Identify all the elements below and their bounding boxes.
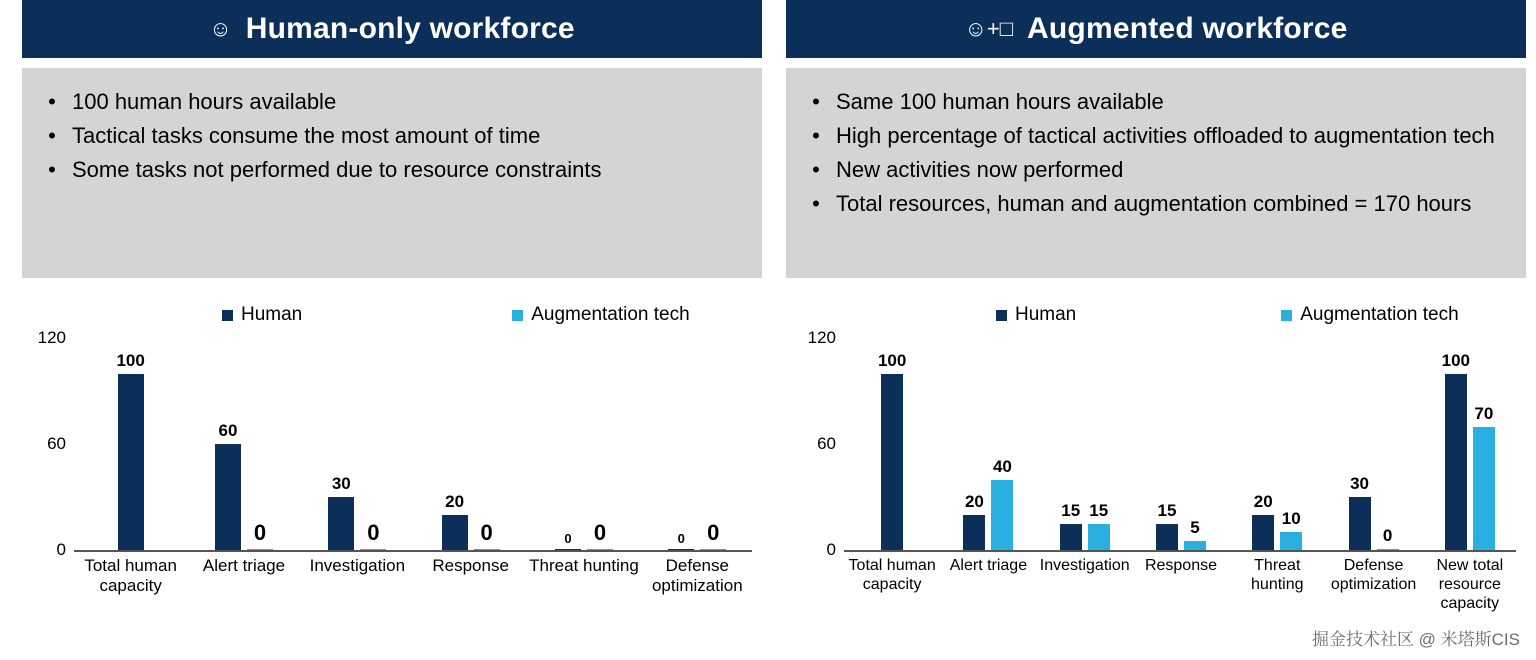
legend-swatch-icon — [996, 310, 1007, 321]
y-tick-label: 120 — [37, 328, 66, 347]
legend-label: Augmentation tech — [1300, 304, 1459, 325]
bar-value-label: 40 — [992, 457, 1012, 476]
list-item — [812, 154, 1516, 186]
bar-group-alert-triage — [187, 338, 300, 550]
bar-human — [328, 474, 354, 550]
chart-augmented — [786, 294, 1526, 624]
list-item — [48, 86, 752, 118]
bar-value-label: 15 — [1157, 501, 1177, 520]
legend-swatch-icon — [222, 310, 233, 321]
y-tick-label: 60 — [47, 434, 66, 453]
legend-swatch-icon — [512, 310, 523, 321]
bar-value-label: 0 — [677, 531, 685, 546]
bar-value-label: 10 — [1281, 509, 1301, 528]
category-label: Total human capacity — [848, 557, 936, 594]
bar-value-label: 30 — [1350, 474, 1370, 493]
bar-value-label: 70 — [1474, 404, 1494, 423]
chart-human-only — [22, 294, 762, 624]
bullet-list-human-only — [22, 68, 762, 278]
bar-value-label: 0 — [1382, 526, 1393, 545]
bar-value-label: 0 — [253, 520, 267, 545]
category-label: Alert triage — [949, 557, 1028, 574]
bar-value-label: 100 — [1441, 351, 1471, 370]
legend-item-augmentation — [1281, 304, 1458, 326]
legend-label: Human — [241, 304, 303, 325]
legend-label: Augmentation tech — [531, 304, 690, 325]
panel-title: Human-only workforce — [245, 12, 575, 45]
y-axis-augmented — [786, 328, 844, 559]
list-item — [812, 188, 1516, 220]
plot-area-augmented — [844, 338, 1518, 550]
bar-group-new-total-resource-capacity — [1422, 338, 1518, 550]
bar-augmentation — [1184, 518, 1206, 550]
bar-value-label: 20 — [1253, 492, 1273, 511]
bullet-dot: • — [48, 122, 56, 148]
bar-human — [215, 421, 241, 550]
y-tick-label: 60 — [817, 434, 836, 453]
bullet-text: Tactical tasks consume the most amount of time — [72, 122, 541, 148]
bar-value-label: 100 — [877, 351, 907, 370]
bar-value-label: 0 — [593, 520, 607, 545]
list-item — [48, 154, 752, 186]
person-icon: ☺ — [209, 16, 232, 41]
category-label: Investigation — [309, 556, 406, 575]
bar-human — [1156, 501, 1178, 550]
list-item — [812, 120, 1516, 152]
legend-item-human — [996, 304, 1076, 326]
bullet-dot: • — [48, 89, 56, 114]
bar-value-label: 0 — [564, 531, 572, 546]
bar-group-total-human-capacity — [74, 338, 187, 550]
bar-value-label: 20 — [445, 492, 465, 511]
bar-value-label: 0 — [480, 520, 493, 545]
person-plus-robot-icon: ☺+□ — [964, 16, 1014, 41]
bar-group-total-human-capacity — [844, 338, 940, 550]
bar-human — [963, 492, 985, 550]
x-axis-line — [74, 550, 752, 552]
category-label: Alert triage — [202, 556, 286, 575]
bullet-text: Total resources, human and augmentation combined = 170 hours — [836, 190, 1472, 216]
bar-human — [1060, 501, 1082, 550]
bar-group-defense-optimization — [641, 338, 754, 550]
legend-item-augmentation — [512, 304, 689, 326]
category-label: Response — [432, 556, 509, 575]
bar-human — [116, 351, 145, 550]
panel-augmented — [786, 0, 1526, 660]
bar-value-label: 20 — [964, 492, 984, 511]
bar-group-defense-optimization — [1325, 338, 1421, 550]
bar-group-threat-hunting — [1229, 338, 1325, 550]
bar-augmentation — [1473, 404, 1495, 550]
bar-group-investigation — [301, 338, 414, 550]
category-label: Investigation — [1039, 557, 1130, 574]
legend-swatch-icon — [1281, 310, 1292, 321]
panel-header-human-only — [22, 0, 762, 58]
bar-human — [1252, 492, 1274, 550]
legend-label: Human — [1015, 304, 1077, 325]
x-axis-categories — [74, 556, 754, 597]
bullet-dot: • — [812, 190, 820, 216]
chart-legend — [786, 304, 1526, 326]
bar-value-label: 0 — [367, 520, 380, 545]
bullet-text: Some tasks not performed due to resource constraints — [72, 156, 602, 182]
list-item — [812, 86, 1516, 118]
category-label: Defense optimization — [651, 556, 743, 596]
bar-value-label: 15 — [1061, 501, 1081, 520]
bullet-text: Same 100 human hours available — [836, 89, 1164, 114]
bar-value-label: 100 — [116, 351, 145, 370]
bullet-text: New activities now performed — [836, 156, 1124, 182]
bullet-text: High percentage of tactical activities offloaded to augmentation tech — [836, 122, 1495, 148]
bar-value-label: 15 — [1089, 501, 1109, 520]
category-label: Response — [1144, 557, 1217, 574]
bullet-dot: • — [812, 156, 820, 182]
watermark: 掘金技术社区 @ 米塔斯CIS — [1311, 630, 1520, 649]
category-label: Total human capacity — [84, 556, 177, 596]
panel-title: Augmented workforce — [1027, 12, 1348, 45]
bullet-dot: • — [812, 122, 820, 148]
bullet-list-augmented — [786, 68, 1526, 278]
bar-augmentation — [1088, 501, 1110, 550]
bar-value-label: 5 — [1190, 518, 1200, 537]
bar-group-response — [1133, 338, 1229, 550]
bar-group-container — [844, 338, 1518, 550]
bar-value-label: 30 — [331, 474, 351, 493]
bullet-dot: • — [48, 156, 56, 182]
x-axis-categories — [844, 556, 1518, 614]
bar-human — [1441, 351, 1471, 550]
chart-legend — [22, 304, 762, 326]
x-axis-line — [844, 550, 1516, 552]
bar-group-alert-triage — [940, 338, 1036, 550]
category-label: Threat hunting — [1251, 557, 1304, 594]
category-label: New total resource capacity — [1436, 557, 1504, 613]
y-tick-label: 0 — [826, 540, 836, 559]
list-item — [48, 120, 752, 152]
bar-augmentation — [1280, 509, 1302, 550]
bar-value-label: 0 — [707, 520, 720, 545]
bullet-text: 100 human hours available — [72, 89, 337, 114]
y-tick-label: 120 — [807, 328, 836, 347]
bullet-dot: • — [812, 89, 820, 114]
panel-header-augmented — [786, 0, 1526, 58]
bar-group-container — [74, 338, 754, 550]
plot-area-human-only — [74, 338, 754, 550]
bar-augmentation — [991, 457, 1013, 550]
category-label: Defense optimization — [1330, 557, 1417, 594]
bar-group-response — [414, 338, 527, 550]
bar-human — [442, 492, 468, 550]
legend-item-human — [222, 304, 302, 326]
y-tick-label: 0 — [56, 540, 66, 559]
bar-value-label: 60 — [218, 421, 238, 440]
panel-human-only — [22, 0, 762, 660]
y-axis-human-only — [22, 328, 74, 559]
bar-human — [877, 351, 907, 550]
category-label: Threat hunting — [529, 556, 639, 575]
bar-group-threat-hunting — [527, 338, 640, 550]
bar-group-investigation — [1037, 338, 1133, 550]
bar-human — [1349, 474, 1371, 550]
